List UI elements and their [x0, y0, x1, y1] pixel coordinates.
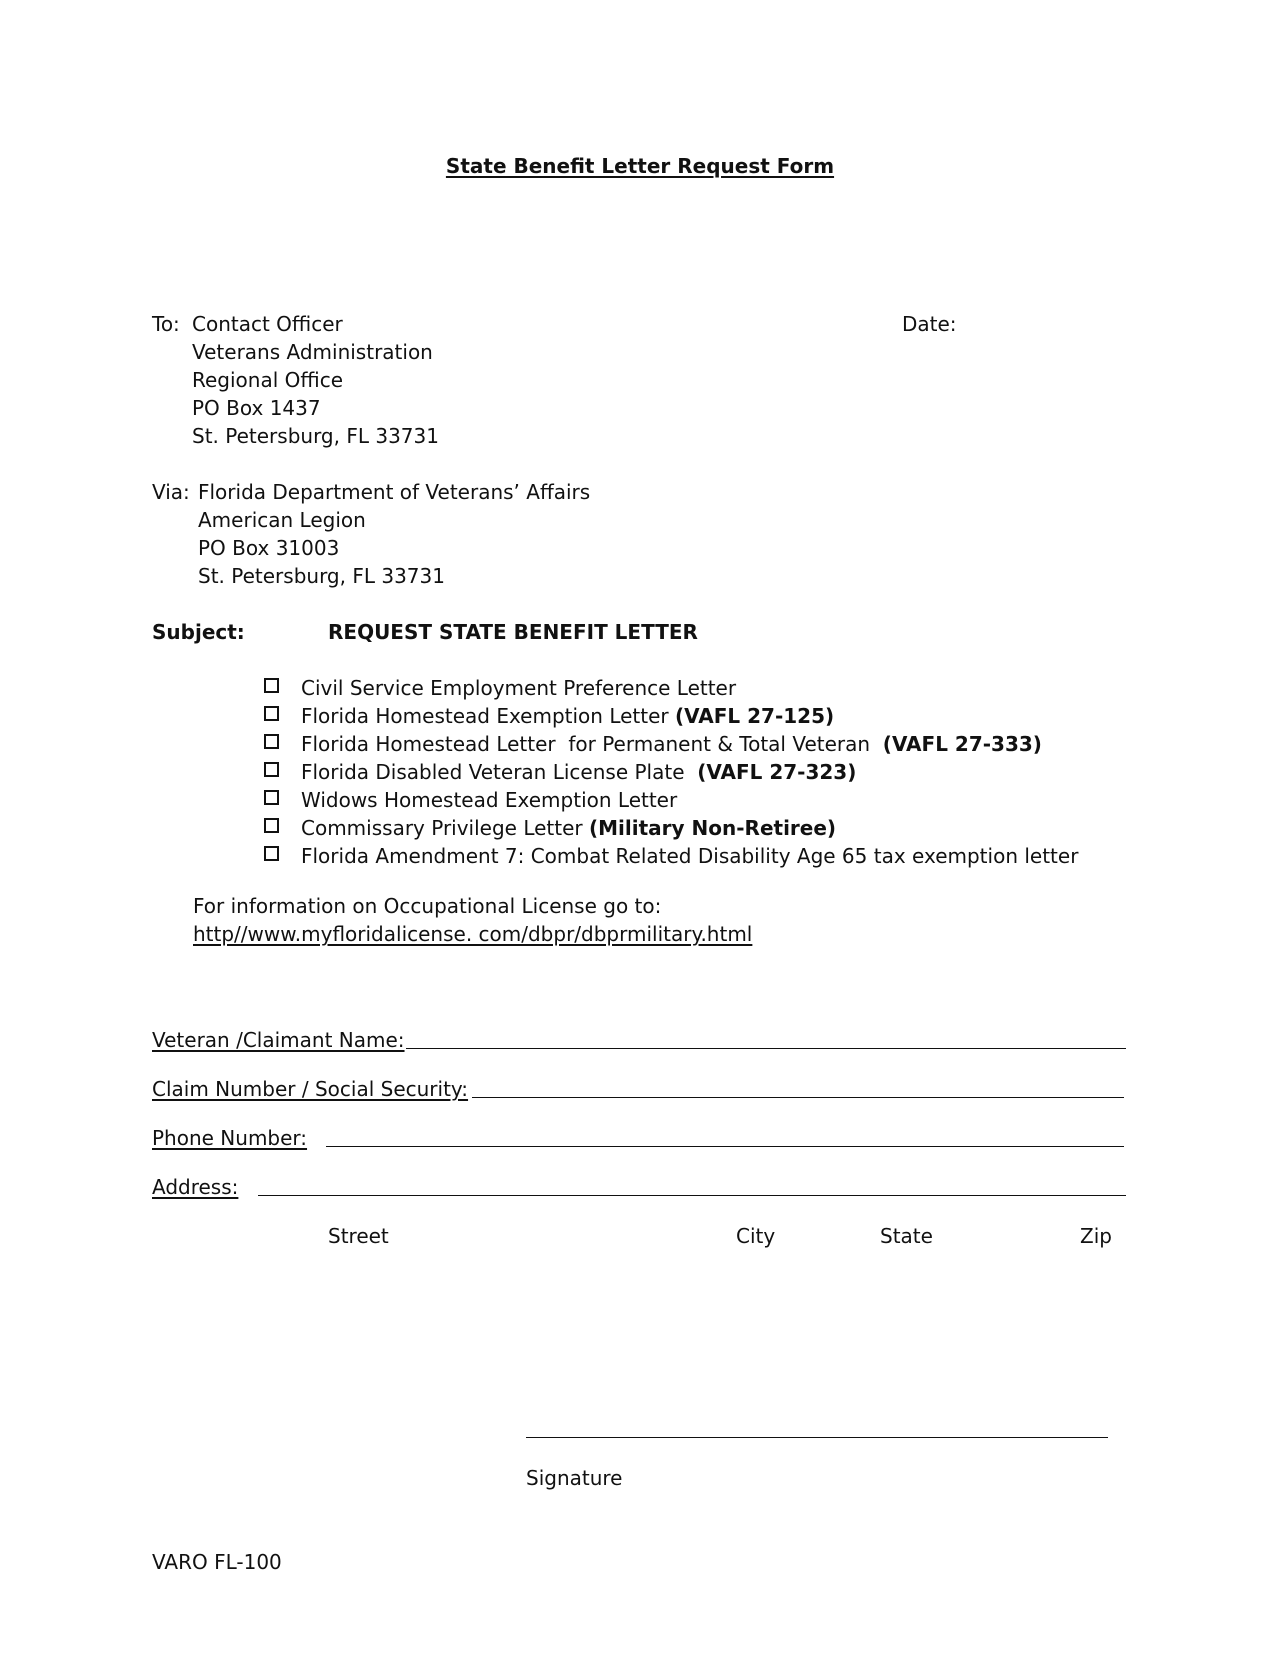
phone-input-line[interactable]: [326, 1146, 1124, 1147]
option-label: Commissary Privilege Letter: [301, 816, 589, 840]
to-line: Contact Officer: [192, 312, 343, 336]
date-label: Date:: [902, 312, 957, 336]
info-text: For information on Occupational License go to:: [193, 894, 662, 918]
street-caption: Street: [328, 1224, 389, 1248]
zip-caption: Zip: [1080, 1224, 1112, 1248]
option-label: Florida Disabled Veteran License Plate: [301, 760, 698, 784]
option-code: (VAFL 27-333): [882, 732, 1042, 756]
checkbox[interactable]: [264, 734, 279, 749]
checkbox[interactable]: [264, 846, 279, 861]
page-title: State Benefit Letter Request Form: [445, 154, 835, 178]
option-label: Widows Homestead Exemption Letter: [301, 788, 678, 812]
address-label: Address:: [152, 1175, 239, 1199]
option-label: Florida Amendment 7: Combat Related Disability Age 65 tax exemption letter: [301, 844, 1079, 868]
option-code: (VAFL 27-125): [675, 704, 835, 728]
signature-label: Signature: [526, 1466, 623, 1490]
via-label: Via:: [152, 480, 190, 504]
option-homestead-exemption[interactable]: [264, 702, 1078, 730]
via-line: Florida Department of Veterans’ Affairs: [198, 480, 591, 504]
checkbox[interactable]: [264, 706, 279, 721]
to-line: PO Box 1437: [192, 396, 321, 420]
occupational-license-link[interactable]: http//www.myfloridalicense. com/dbpr/dbprmilitary.html: [193, 922, 753, 946]
option-label: Florida Homestead Exemption Letter: [301, 704, 675, 728]
via-line: American Legion: [198, 508, 366, 532]
signature-line[interactable]: [526, 1437, 1108, 1438]
option-code: (Military Non-Retiree): [589, 816, 837, 840]
option-widows-homestead[interactable]: [264, 786, 1078, 814]
checkbox[interactable]: [264, 790, 279, 805]
option-license-plate[interactable]: [264, 758, 1078, 786]
option-civil-service[interactable]: [264, 674, 1078, 702]
name-input-line[interactable]: [406, 1048, 1126, 1049]
form-id: VARO FL-100: [152, 1550, 282, 1574]
to-line: Regional Office: [192, 368, 344, 392]
to-line: Veterans Administration: [192, 340, 433, 364]
subject-label: Subject:: [152, 620, 245, 644]
claim-input-line[interactable]: [472, 1097, 1124, 1098]
city-caption: City: [736, 1224, 776, 1248]
option-label: Florida Homestead Letter for Permanent & Total Veteran: [301, 732, 883, 756]
phone-label: Phone Number:: [152, 1126, 308, 1150]
state-caption: State: [880, 1224, 933, 1248]
subject-value: REQUEST STATE BENEFIT LETTER: [328, 620, 698, 644]
option-code: (VAFL 27-323): [697, 760, 857, 784]
via-line: St. Petersburg, FL 33731: [198, 564, 445, 588]
to-label: To:: [152, 312, 180, 336]
to-line: St. Petersburg, FL 33731: [192, 424, 439, 448]
address-input-line[interactable]: [258, 1195, 1126, 1196]
via-address-block: [198, 478, 590, 590]
option-commissary[interactable]: [264, 814, 1078, 842]
option-label: Civil Service Employment Preference Letter: [301, 676, 737, 700]
name-label: Veteran /Claimant Name:: [152, 1028, 405, 1052]
to-address-block: [192, 310, 439, 450]
option-homestead-pt[interactable]: [264, 730, 1078, 758]
checkbox[interactable]: [264, 762, 279, 777]
via-line: PO Box 31003: [198, 536, 340, 560]
checkbox[interactable]: [264, 818, 279, 833]
option-amendment-7[interactable]: [264, 842, 1078, 870]
checkbox[interactable]: [264, 678, 279, 693]
claim-label: Claim Number / Social Security:: [152, 1077, 469, 1101]
options-list: [264, 674, 1078, 870]
